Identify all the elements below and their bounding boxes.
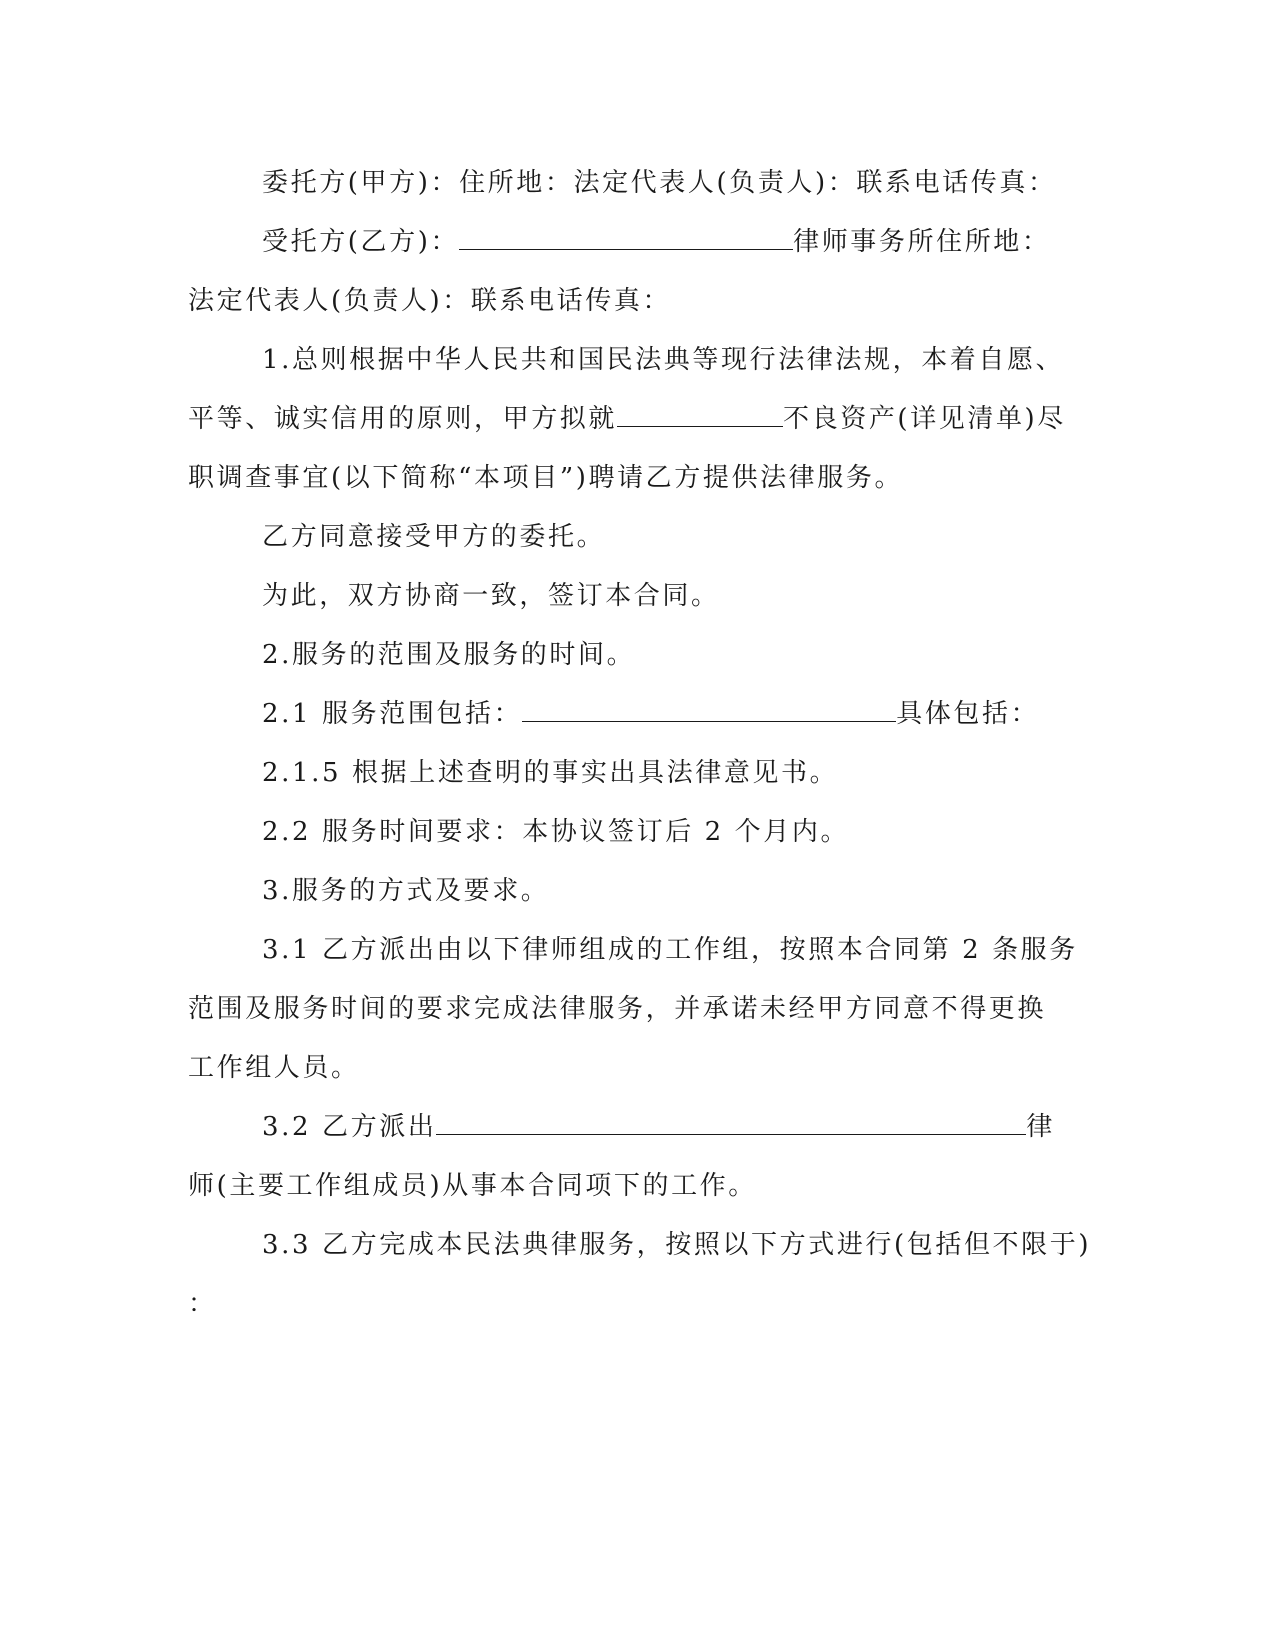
general-clause-line-3 [188,461,903,495]
clause-3-3-text-1: 3.3 乙方完成本民法典律服务，按照以下方式进行(包括但不限于) [262,1230,1092,1260]
clause-3-1-text-3: 工作组人员。 [188,1053,360,1083]
party-b-label: 受托方(乙方)： [262,227,460,257]
acceptance-line [262,520,605,554]
clause-3-1-line-1 [262,933,1078,967]
clause-3-3-line-1 [262,1228,1091,1262]
party-a-line [262,166,1057,200]
party-b-blank [459,225,793,250]
general-clause-text-1: 1.总则根据中华人民共和国民法典等现行法律法规，本着自愿、 [262,345,1065,375]
clause-3-1-line-3 [188,1051,360,1085]
clause-3-2-tail: 律 [1026,1112,1056,1142]
general-clause-text-2b: 不良资产(详见清单)尽 [783,404,1066,434]
lawyer-names-blank [436,1110,1026,1135]
section-2-heading [262,638,635,672]
section-2-heading-text: 2.服务的范围及服务的时间。 [262,640,636,670]
law-firm-address-label: 律师事务所住所地： [793,227,1051,257]
clause-3-1-text-1: 3.1 乙方派出由以下律师组成的工作组，按照本合同第 2 条服务 [262,935,1078,965]
asset-blank [617,402,783,427]
general-clause-line-2 [188,402,1066,436]
clause-3-1-line-2 [188,992,1046,1026]
clause-3-3-line-2 [188,1287,217,1321]
party-b-representative-line [188,284,671,318]
general-clause-line-1 [262,343,1064,377]
clause-3-2-line-1 [262,1110,1055,1144]
clause-3-2-line-2 [188,1169,757,1203]
clause-3-2-label: 3.2 乙方派出 [262,1112,437,1142]
section-3-heading-text: 3.服务的方式及要求。 [262,876,550,906]
service-scope-blank [522,697,896,722]
party-a-text: 委托方(甲方)：住所地：法定代表人(负责人)：联系电话传真： [262,168,1057,198]
agreement-text: 为此，双方协商一致，签订本合同。 [262,581,720,611]
general-clause-text-3: 职调查事宜(以下简称“本项目”)聘请乙方提供法律服务。 [188,463,904,493]
clause-2-1-label: 2.1 服务范围包括： [262,699,523,729]
general-clause-text-2a: 平等、诚实信用的原则，甲方拟就 [188,404,618,434]
clause-3-2-text-2: 师(主要工作组成员)从事本合同项下的工作。 [188,1171,757,1201]
clause-2-2-line [262,815,849,849]
acceptance-text: 乙方同意接受甲方的委托。 [262,522,606,552]
clause-2-1-details-label: 具体包括： [896,699,1040,729]
clause-2-1-5-text: 2.1.5 根据上述查明的事实出具法律意见书。 [262,758,839,788]
clause-2-2-text: 2.2 服务时间要求：本协议签订后 2 个月内。 [262,817,850,847]
section-3-heading [262,874,549,908]
clause-3-1-text-2: 范围及服务时间的要求完成法律服务，并承诺未经甲方同意不得更换 [188,994,1047,1024]
clause-3-3-text-2: ： [188,1289,217,1319]
clause-2-1-line [262,697,1039,731]
party-b-line [262,225,1051,259]
party-b-representative-text: 法定代表人(负责人)：联系电话传真： [188,286,672,316]
clause-2-1-5-line [262,756,838,790]
agreement-line [262,579,720,613]
